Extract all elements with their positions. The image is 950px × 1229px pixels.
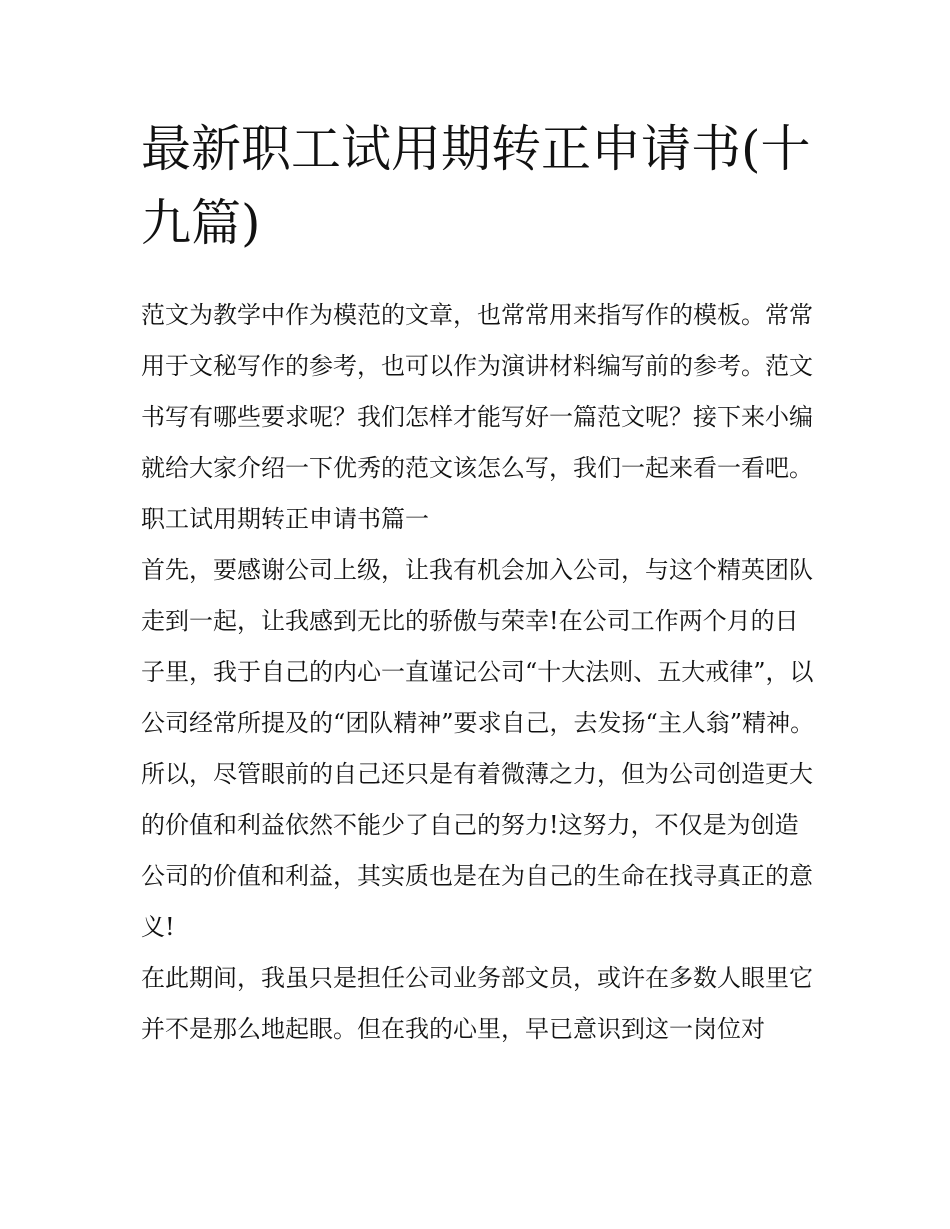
body-paragraph: 在此期间，我虽只是担任公司业务部文员，或许在多数人眼里它并不是那么地起眼。但在我的心里，早已意识到这一岗位对 [141,964,813,1043]
section-heading: 职工试用期转正申请书篇一 [141,505,429,533]
document-page [141,112,816,1055]
intro-paragraph: 范文为教学中作为模范的文章，也常常用来指写作的模板。常常用于文秘写作的参考，也可以作为演讲材料编写前的参考。范文书写有哪些要求呢？我们怎样才能写好一篇范文呢？接下来小编就给大家介绍一下优秀的范文该怎么写，我们一起来看一看吧。 [141,301,813,482]
document-body [141,290,816,1055]
body-paragraph: 首先，要感谢公司上级，让我有机会加入公司，与这个精英团队走到一起，让我感到无比的骄傲与荣幸!在公司工作两个月的日子里，我于自己的内心一直谨记公司“十大法则、五大戒律”，以公司经常所提及的“团队精神”要求自己，去发扬“主人翁”精神。所以，尽管眼前的自己还只是有着微薄之力，但为公司创造更大的价值和利益依然不能少了自己的努力!这努力，不仅是为创造公司的价值和利益，其实质也是在为自己的生命在找寻真正的意义! [141,556,815,941]
document-title: 最新职工试用期转正申请书(十九篇) [141,120,811,252]
